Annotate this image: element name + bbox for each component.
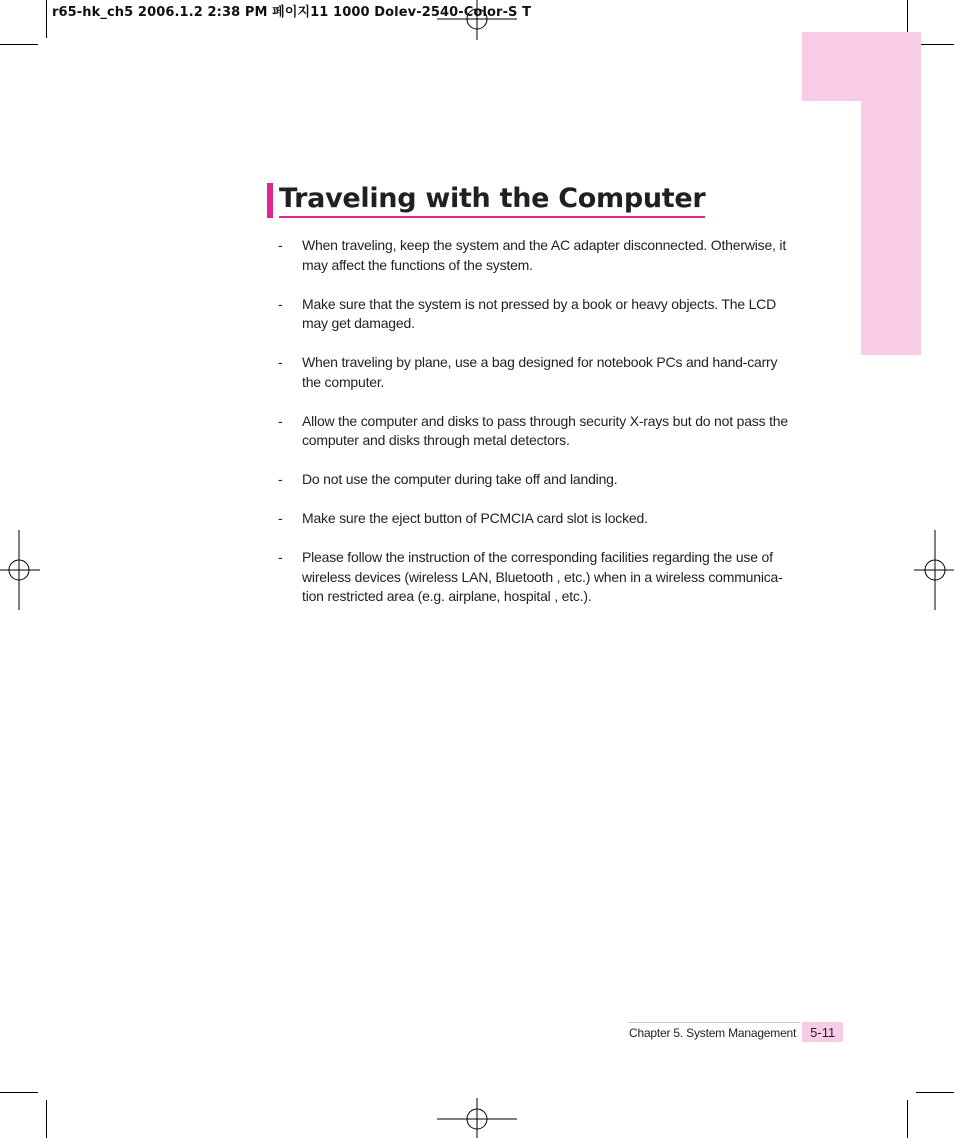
heading-accent-bar [267,183,273,218]
list-item: - Make sure the eject button of PCMCIA card slot is locked. [278,509,798,529]
chapter-tab-upper [802,32,921,101]
registration-mark-top-icon [437,0,517,40]
crop-mark-bottom-left-v [46,1100,47,1138]
page-number: 5-11 [802,1022,843,1042]
list-item: - Allow the computer and disks to pass through security X-rays but do not pass the computer and disks through metal detectors. [278,412,798,451]
bullet-dash: - [278,237,283,253]
crop-mark-top-left-v [46,0,47,38]
travel-guidelines-list [278,236,798,626]
print-slug-line: r65-hk_ch5 2006.1.2 2:38 PM 페이지11 1000 Dolev-2540-Color-S T [52,5,532,20]
bullet-dash: - [278,354,283,370]
bullet-dash: - [278,471,283,487]
registration-mark-right-icon [914,530,954,610]
bullet-dash: - [278,295,283,312]
list-item: - Please follow the instruction of the corresponding facilities regarding the use of wireless devices (wireless LAN, Bluetooth , etc.) when in a wireless communica-tion restricted area (e.g. airplane, hospital , etc.). [278,548,798,607]
crop-mark-bottom-right-v [907,1100,908,1138]
section-heading [267,183,705,218]
list-item: - When traveling, keep the system and the AC adapter disconnected. Otherwise, it may affect the functions of the system. [278,236,798,275]
bullet-dash: - [278,412,283,429]
list-item: - Do not use the computer during take off and landing. [278,470,798,490]
page-footer [628,1022,843,1042]
list-item: - When traveling by plane, use a bag designed for notebook PCs and hand-carry the computer. [278,353,798,392]
bullet-dash: - [278,549,283,565]
chapter-tab-lower [861,101,921,355]
crop-mark-bottom-right-h [916,1092,954,1093]
registration-mark-left-icon [0,530,40,610]
crop-mark-top-right-h [916,44,954,45]
page-title: Traveling with the Computer [279,183,705,218]
list-item: - Make sure that the system is not pressed by a book or heavy objects. The LCD may get damaged. [278,295,798,334]
registration-mark-bottom-icon [437,1098,517,1138]
crop-mark-top-left-h [0,44,38,45]
bullet-dash: - [278,510,283,526]
crop-mark-bottom-left-h [0,1092,38,1093]
footer-chapter-label: Chapter 5. System Management [628,1022,800,1042]
